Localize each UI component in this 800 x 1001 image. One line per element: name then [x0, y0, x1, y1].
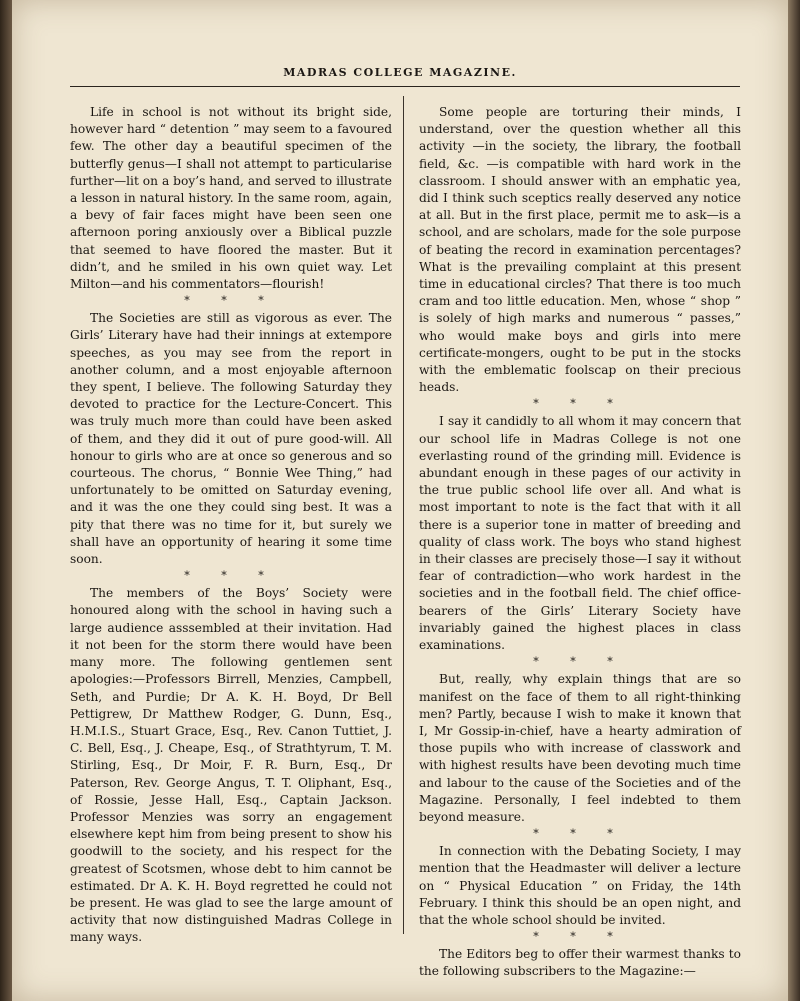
left-column	[70, 104, 392, 947]
page-edge-right	[788, 0, 800, 1001]
paragraph: The Societies are still as vigorous as ever. The Girls’ Literary have had their innings at extempore speeches, as you may see from the report in another column, and a most enjoyable afternoon they spent, I believe. The following Saturday they devoted to practice for the Lecture-Concert. This was truly much more than could have been asked of them, and they did it out of pure good-will. All honour to girls who are at once so generous and so courteous. The chorus, “ Bonnie Wee Thing,” had unfortunately to be omitted on Saturday evening, and it was the one they could sing best. It was a pity that there was no time for it, but surely we shall have an opportunity of hearing it some time soon.	[70, 311, 392, 567]
right-column	[419, 104, 741, 981]
section-separator: * * *	[533, 930, 627, 944]
header-rule	[70, 86, 740, 87]
magazine-page	[12, 0, 788, 1001]
paragraph: But, really, why explain things that are so manifest on the face of them to all right-thinking men? Partly, because I wish to make it known that I, Mr Gossip-in-chief, have a hearty admiration of those pupils who with increase of classwork and with highest results have been devoting much time and labour to the cause of the Societies and of the Magazine. Personally, I feel indebted to them beyond measure.	[419, 672, 741, 824]
column-divider	[403, 96, 404, 934]
page-edge-left	[0, 0, 12, 1001]
paragraph: Life in school is not without its bright side, however hard “ detention ” may seem to a favoured few. The other day a beautiful specimen of the butterfly genus—I shall not attempt to particularise further—lit on a boy’s hand, and served to illustrate a lesson in natural history. In the same room, again, a bevy of fair faces might have been seen one afternoon poring anxiously over a Biblical puzzle that seemed to have floored the master. But it didn’t, and he smiled in his own quiet way. Let Milton—and his commentators—flourish!	[70, 105, 392, 292]
paragraph: The Editors beg to offer their warmest thanks to the following subscribers to the Magazine:—	[419, 947, 741, 979]
paragraph: The members of the Boys’ Society were honoured along with the school in having such a large audience asssembled at their invitation. Had it not been for the storm there would have been many more. The following gentlemen sent apologies:—Professors Birrell, Menzies, Campbell, Seth, and Purdie; Dr A. K. H. Boyd, Dr Bell Pettigrew, Dr Matthew Rodger, G. Dunn, Esq., H.M.I.S., Stuart Grace, Esq., Rev. Canon Tuttiet, J. C. Bell, Esq., J. Cheape, Esq., of Strathtyrum, T. M. Stirling, Esq., Dr Moir, F. R. Burn, Esq., Dr Paterson, Rev. George Angus, T. T. Oliphant, Esq., of Rossie, Jesse Hall, Esq., Captain Jackson. Professor Menzies was sorry an engagement elsewhere kept him from being present to show his goodwill to the society, and his respect for the greatest of Scotsmen, whose debt to him cannot be estimated. Dr A. K. H. Boyd regretted he could not be present. He was glad to see the large amount of activity that now distinguished Madras College in many ways.	[70, 586, 392, 945]
section-separator: * * *	[533, 397, 627, 411]
paragraph: I say it candidly to all whom it may concern that our school life in Madras College is not one everlasting round of the grinding mill. Evidence is abundant enough in these pages of our activity in the true public school life over all. And what is most important to note is the fact that with it all there is a superior tone in matter of breeding and quality of class work. The boys who stand highest in their classes are precisely those—I say it without fear of contradiction—who work hardest in the societies and in the football field. The chief office-bearers of the Girls’ Literary Society have invariably gained the highest places in class examinations.	[419, 414, 741, 653]
paragraph: In connection with the Debating Society, I may mention that the Headmaster will deliver a lecture on “ Physical Education ” on Friday, the 14th February. I think this should be an open night, and that the whole school should be invited.	[419, 844, 741, 927]
section-separator: * * *	[533, 827, 627, 841]
section-separator: * * *	[184, 294, 278, 308]
page-header: MADRAS COLLEGE MAGAZINE.	[283, 66, 517, 79]
section-separator: * * *	[184, 569, 278, 583]
paragraph: Some people are torturing their minds, I understand, over the question whether all this activity —in the society, the library, the football field, &c. —is compatible with hard work in the classroom. I should answer with an emphatic yea, did I think such sceptics really deserved any notice at all. But in the first place, permit me to ask—is a school, and are scholars, made for the sole purpose of beating the record in examination percentages? What is the prevailing complaint at this present time in educational circles? That there is too much cram and too little education. Men, whose “ shop ” is solely of high marks and numerous “ passes,” who would make boys and girls into mere certificate-mongers, ought to be put in the stocks with the emblematic foolscap on their precious heads.	[419, 105, 741, 395]
section-separator: * * *	[533, 655, 627, 669]
